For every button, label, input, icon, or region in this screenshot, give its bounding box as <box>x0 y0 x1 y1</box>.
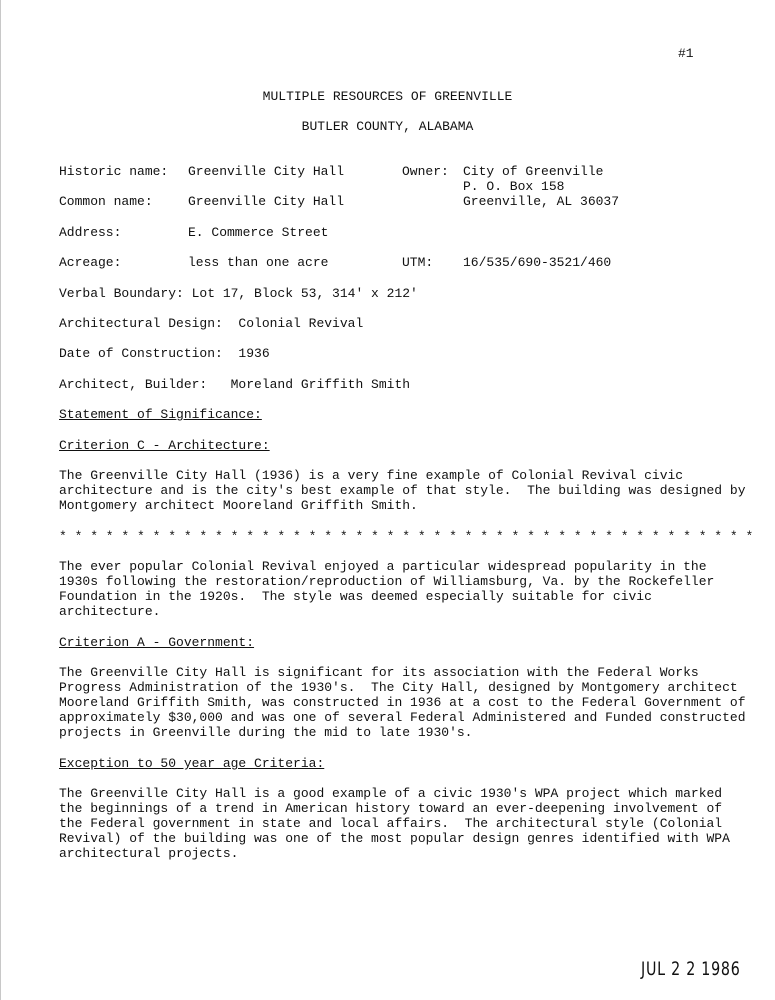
paragraph-line: The Greenville City Hall is a good example of a civic 1930's WPA project which marked <box>59 786 723 801</box>
paragraph-line: 1930s following the restoration/reproduction of Williamsburg, Va. by the Rockefeller <box>59 574 715 589</box>
asterisk-divider: * * * * * * * * * * * * * * * * * * * * * * * * * * * * * * * * * * * * * * * * * * * * * <box>59 529 754 544</box>
historic-name-label: Historic name: <box>59 164 169 179</box>
paragraph-line: the Federal government in state and local affairs. The architectural style (Colonial <box>59 816 723 831</box>
common-name-value: Greenville City Hall <box>188 194 345 209</box>
paragraph-line: projects in Greenville during the mid to late 1930's. <box>59 725 473 740</box>
page-edge <box>0 0 1 1000</box>
criterion-c-paragraph <box>59 468 749 513</box>
owner-line-3: Greenville, AL 36037 <box>463 194 620 209</box>
paragraph-line: Foundation in the 1920s. The style was deemed especially suitable for civic <box>59 589 652 604</box>
statement-heading: Statement of Significance: <box>59 407 262 422</box>
owner-line-2: P. O. Box 158 <box>463 179 565 194</box>
historic-name-value: Greenville City Hall <box>188 164 345 179</box>
utm-label: UTM: <box>402 255 434 270</box>
paragraph-line: architectural projects. <box>59 846 239 861</box>
paragraph-line: the beginnings of a trend in American history toward an ever-deepening involvement of <box>59 801 723 816</box>
paragraph-line: architecture and is the city's best example of that style. The building was designed by <box>59 483 746 498</box>
criterion-c-heading: Criterion C - Architecture: <box>59 438 270 453</box>
paragraph-line: The Greenville City Hall (1936) is a very fine example of Colonial Revival civic <box>59 468 684 483</box>
date-stamp: JUL 2 2 1986 <box>641 958 741 980</box>
paragraph-line: Progress Administration of the 1930's. The City Hall, designed by Montgomery architect <box>59 680 738 695</box>
address-label: Address: <box>59 225 122 240</box>
address-value: E. Commerce Street <box>188 225 329 240</box>
owner-line-1: City of Greenville <box>463 164 604 179</box>
document-subtitle: BUTLER COUNTY, ALABAMA <box>301 119 474 134</box>
common-name-label: Common name: <box>59 194 153 209</box>
document-title: MULTIPLE RESOURCES OF GREENVILLE <box>262 89 513 104</box>
verbal-boundary: Verbal Boundary: Lot 17, Block 53, 314' x 212' <box>59 286 418 301</box>
paragraph-line: The ever popular Colonial Revival enjoyed a particular widespread popularity in the <box>59 559 707 574</box>
date-of-construction: Date of Construction: 1936 <box>59 346 270 361</box>
paragraph-line: Revival) of the building was one of the most popular design genres identified with WPA <box>59 831 730 846</box>
paragraph-line: approximately $30,000 and was one of several Federal Administered and Funded constructed <box>59 710 746 725</box>
page-number: #1 <box>678 46 694 61</box>
owner-label: Owner: <box>402 164 449 179</box>
utm-value: 16/535/690-3521/460 <box>463 255 612 270</box>
criterion-a-heading: Criterion A - Government: <box>59 635 255 650</box>
exception-heading: Exception to 50 year age Criteria: <box>59 756 325 771</box>
paragraph-line: architecture. <box>59 604 161 619</box>
exception-paragraph <box>59 786 749 861</box>
paragraph-line: Mooreland Griffith Smith, was constructed in 1936 at a cost to the Federal Government of <box>59 695 746 710</box>
criterion-a-paragraph <box>59 665 749 740</box>
paragraph-line: Montgomery architect Mooreland Griffith Smith. <box>59 498 418 513</box>
architectural-design: Architectural Design: Colonial Revival <box>59 316 364 331</box>
colonial-revival-paragraph <box>59 559 749 619</box>
acreage-label: Acreage: <box>59 255 122 270</box>
architect-builder: Architect, Builder: Moreland Griffith Smith <box>59 377 411 392</box>
paragraph-line: The Greenville City Hall is significant for its association with the Federal Works <box>59 665 699 680</box>
acreage-value: less than one acre <box>188 255 329 270</box>
